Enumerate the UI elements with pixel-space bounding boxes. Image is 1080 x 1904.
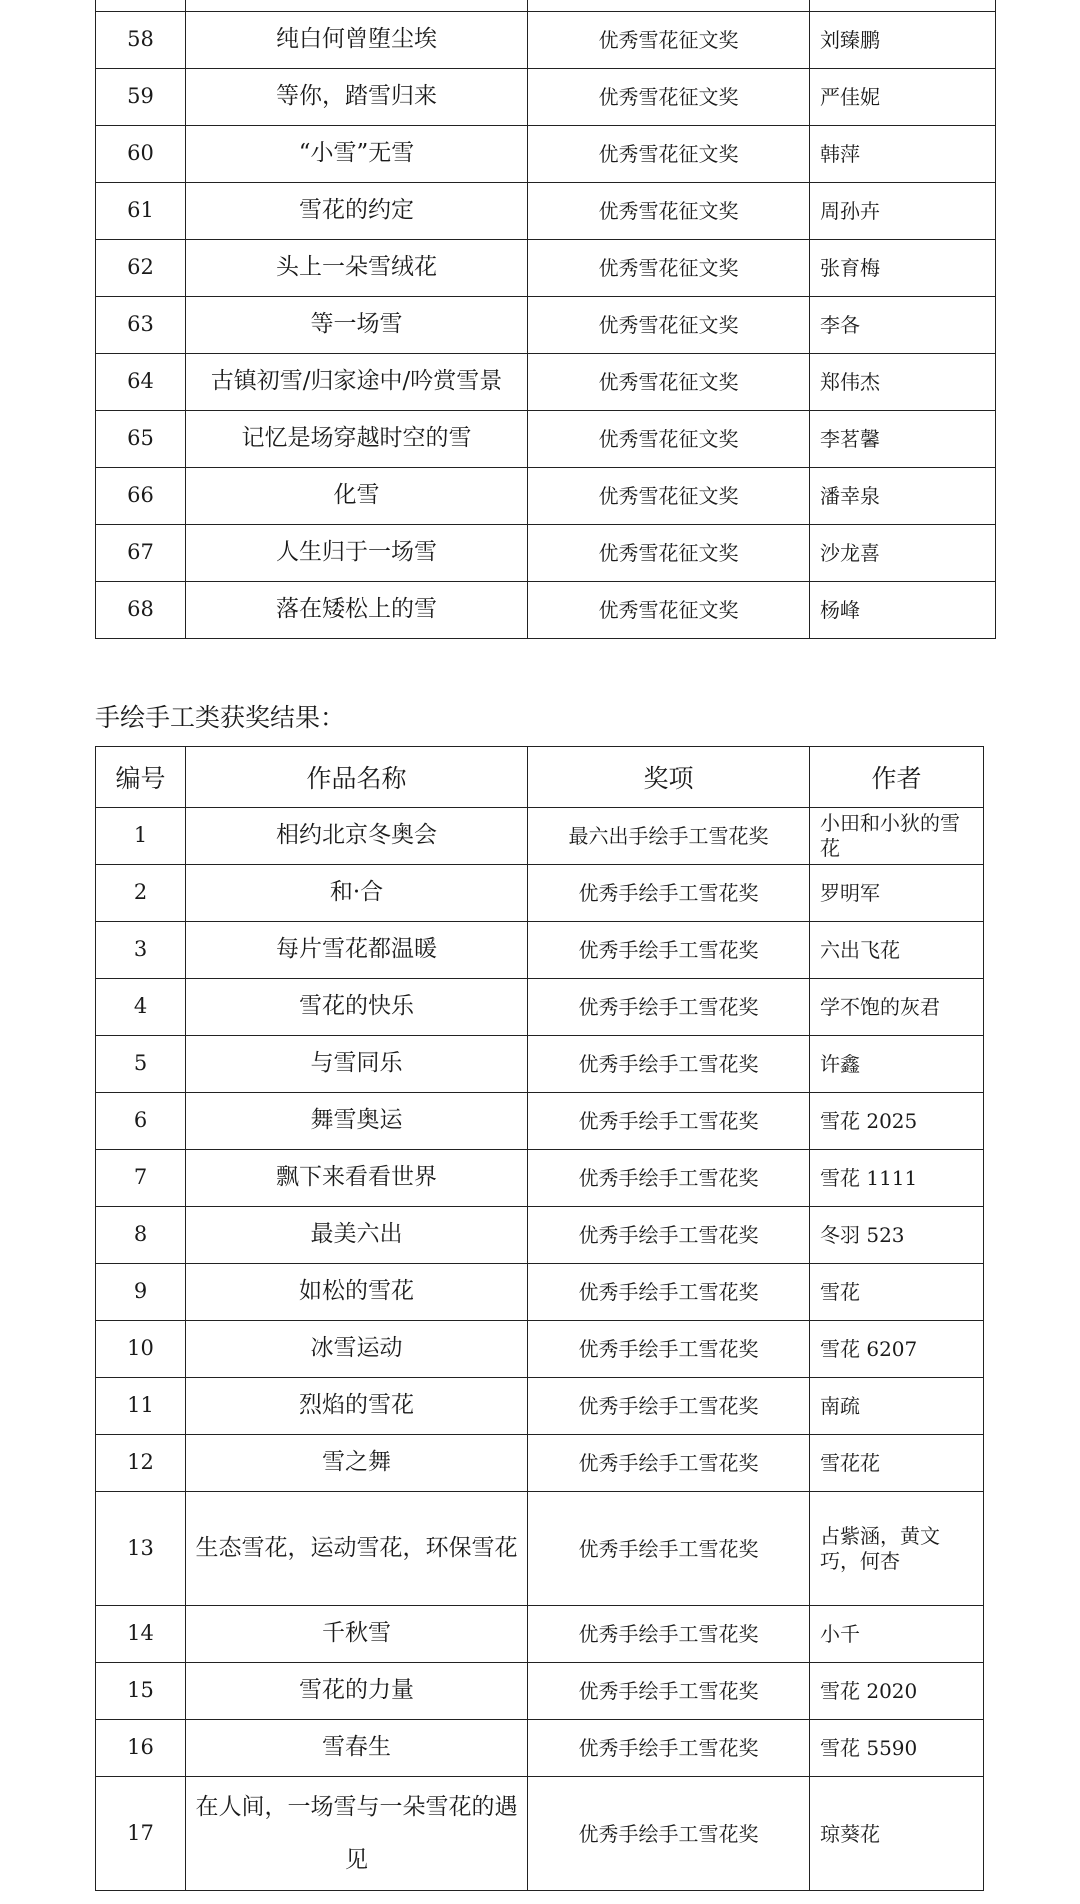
cell-award: 优秀手绘手工雪花奖 [528, 1036, 810, 1093]
cell-award: 优秀手绘手工雪花奖 [528, 979, 810, 1036]
cell-number: 58 [96, 12, 186, 69]
cell-award: 优秀手绘手工雪花奖 [528, 1492, 810, 1606]
cell-award: 优秀手绘手工雪花奖 [528, 1663, 810, 1720]
cell-author: 琼葵花 [810, 1777, 984, 1891]
cell-number: 5 [96, 1036, 186, 1093]
cell-number: 60 [96, 126, 186, 183]
cell-award: 优秀手绘手工雪花奖 [528, 1606, 810, 1663]
cell-author: 李各 [810, 297, 996, 354]
cell-number: 67 [96, 525, 186, 582]
cell-author: 郑伟杰 [810, 354, 996, 411]
cell-title: 纯白何曾堕尘埃 [186, 12, 528, 69]
cell-title: 落在矮松上的雪 [186, 582, 528, 639]
table-row [96, 183, 996, 240]
cell-title: “小雪”无雪 [186, 126, 528, 183]
cell-author [810, 0, 996, 12]
cell-award: 优秀手绘手工雪花奖 [528, 1264, 810, 1321]
handcraft-award-table [95, 746, 984, 1891]
cell-author: 沙龙喜 [810, 525, 996, 582]
cell-award: 优秀雪花征文奖 [528, 468, 810, 525]
cell-author: 六出飞花 [810, 922, 984, 979]
cell-number: 62 [96, 240, 186, 297]
header-number: 编号 [96, 747, 186, 808]
cell-title: 雪之舞 [186, 1435, 528, 1492]
cell-award: 优秀手绘手工雪花奖 [528, 1378, 810, 1435]
cell-number: 63 [96, 297, 186, 354]
cell-author: 严佳妮 [810, 69, 996, 126]
table-row [96, 297, 996, 354]
cell-number: 64 [96, 354, 186, 411]
table-row [96, 69, 996, 126]
cell-author: 张育梅 [810, 240, 996, 297]
cell-author: 雪花 [810, 1264, 984, 1321]
cell-number: 59 [96, 69, 186, 126]
cell-award: 优秀手绘手工雪花奖 [528, 1150, 810, 1207]
table-row [96, 1492, 984, 1606]
cell-number: 4 [96, 979, 186, 1036]
cell-award: 优秀手绘手工雪花奖 [528, 922, 810, 979]
cell-award [528, 0, 810, 12]
cell-title: 千秋雪 [186, 1606, 528, 1663]
cell-award: 优秀雪花征文奖 [528, 183, 810, 240]
table-row [96, 1777, 984, 1891]
cell-number: 3 [96, 922, 186, 979]
cell-title: 飘下来看看世界 [186, 1150, 528, 1207]
table-row [96, 1264, 984, 1321]
cell-title: 每片雪花都温暖 [186, 922, 528, 979]
cell-award: 优秀手绘手工雪花奖 [528, 1093, 810, 1150]
table-row [96, 1606, 984, 1663]
cell-author: 罗明军 [810, 865, 984, 922]
cell-author: 小田和小狄的雪花 [810, 808, 984, 865]
table-row [96, 865, 984, 922]
cell-author: 小千 [810, 1606, 984, 1663]
table-row [96, 1321, 984, 1378]
cell-title: 古镇初雪/归家途中/吟赏雪景 [186, 354, 528, 411]
cell-award: 优秀雪花征文奖 [528, 240, 810, 297]
cell-number: 68 [96, 582, 186, 639]
cell-title: 和·合 [186, 865, 528, 922]
header-title: 作品名称 [186, 747, 528, 808]
cell-number: 17 [96, 1777, 186, 1891]
cell-title: 头上一朵雪绒花 [186, 240, 528, 297]
cell-title: 冰雪运动 [186, 1321, 528, 1378]
table-row [96, 1207, 984, 1264]
cell-number: 8 [96, 1207, 186, 1264]
cell-title: 雪春生 [186, 1720, 528, 1777]
cell-number: 14 [96, 1606, 186, 1663]
cell-award: 优秀雪花征文奖 [528, 525, 810, 582]
cell-award: 优秀手绘手工雪花奖 [528, 1435, 810, 1492]
cell-number: 15 [96, 1663, 186, 1720]
cell-author: 周孙卉 [810, 183, 996, 240]
cell-author: 许鑫 [810, 1036, 984, 1093]
cell-award: 优秀雪花征文奖 [528, 354, 810, 411]
cell-author: 雪花 2025 [810, 1093, 984, 1150]
table-row [96, 1435, 984, 1492]
table-row [96, 354, 996, 411]
cell-number: 7 [96, 1150, 186, 1207]
table-row [96, 582, 996, 639]
cell-title: 雪花的快乐 [186, 979, 528, 1036]
cell-title: 烈焰的雪花 [186, 1378, 528, 1435]
table-row [96, 468, 996, 525]
table-row [96, 808, 984, 865]
cell-number: 66 [96, 468, 186, 525]
cell-title: 等一场雪 [186, 297, 528, 354]
cell-title: 舞雪奥运 [186, 1093, 528, 1150]
table-row [96, 126, 996, 183]
cell-title: 相约北京冬奥会 [186, 808, 528, 865]
cell-author: 冬羽 523 [810, 1207, 984, 1264]
table-row [96, 1036, 984, 1093]
table-row [96, 240, 996, 297]
cell-author: 雪花 1111 [810, 1150, 984, 1207]
table-row [96, 0, 996, 12]
table-row [96, 1150, 984, 1207]
cell-award: 最六出手绘手工雪花奖 [528, 808, 810, 865]
cell-award: 优秀雪花征文奖 [528, 12, 810, 69]
cell-number: 61 [96, 183, 186, 240]
table-row [96, 411, 996, 468]
cell-title: 记忆是场穿越时空的雪 [186, 411, 528, 468]
cell-number [96, 0, 186, 12]
cell-award: 优秀雪花征文奖 [528, 126, 810, 183]
table-row [96, 12, 996, 69]
cell-title: 雪花的约定 [186, 183, 528, 240]
cell-award: 优秀雪花征文奖 [528, 69, 810, 126]
cell-author: 韩萍 [810, 126, 996, 183]
cell-title: 最美六出 [186, 1207, 528, 1264]
cell-award: 优秀雪花征文奖 [528, 297, 810, 354]
cell-author: 学不饱的灰君 [810, 979, 984, 1036]
table-row [96, 1093, 984, 1150]
cell-author: 杨峰 [810, 582, 996, 639]
table-row [96, 922, 984, 979]
cell-award: 优秀手绘手工雪花奖 [528, 1720, 810, 1777]
cell-award: 优秀手绘手工雪花奖 [528, 1321, 810, 1378]
cell-number: 9 [96, 1264, 186, 1321]
cell-award: 优秀雪花征文奖 [528, 582, 810, 639]
cell-number: 16 [96, 1720, 186, 1777]
cell-author: 雪花花 [810, 1435, 984, 1492]
cell-author: 南疏 [810, 1378, 984, 1435]
cell-award: 优秀手绘手工雪花奖 [528, 865, 810, 922]
cell-award: 优秀雪花征文奖 [528, 411, 810, 468]
table-row [96, 979, 984, 1036]
cell-title: 等你，踏雪归来 [186, 69, 528, 126]
cell-title: 如松的雪花 [186, 1264, 528, 1321]
table-row [96, 1720, 984, 1777]
table-row [96, 525, 996, 582]
cell-award: 优秀手绘手工雪花奖 [528, 1777, 810, 1891]
cell-title: 生态雪花，运动雪花，环保雪花 [186, 1492, 528, 1606]
cell-number: 11 [96, 1378, 186, 1435]
cell-title: 人生归于一场雪 [186, 525, 528, 582]
cell-author: 雪花 5590 [810, 1720, 984, 1777]
table-header-row [96, 747, 984, 808]
cell-title [186, 0, 528, 12]
cell-title: 雪花的力量 [186, 1663, 528, 1720]
cell-number: 2 [96, 865, 186, 922]
essay-award-table [95, 0, 996, 639]
cell-title: 化雪 [186, 468, 528, 525]
cell-author: 雪花 6207 [810, 1321, 984, 1378]
header-author: 作者 [810, 747, 984, 808]
header-award: 奖项 [528, 747, 810, 808]
cell-award: 优秀手绘手工雪花奖 [528, 1207, 810, 1264]
cell-author: 雪花 2020 [810, 1663, 984, 1720]
handcraft-section-heading: 手绘手工类获奖结果： [95, 703, 346, 732]
table-row [96, 1663, 984, 1720]
cell-title: 与雪同乐 [186, 1036, 528, 1093]
cell-number: 6 [96, 1093, 186, 1150]
cell-number: 12 [96, 1435, 186, 1492]
table-row [96, 1378, 984, 1435]
cell-number: 1 [96, 808, 186, 865]
cell-number: 13 [96, 1492, 186, 1606]
cell-number: 10 [96, 1321, 186, 1378]
cell-number: 65 [96, 411, 186, 468]
cell-author: 潘幸泉 [810, 468, 996, 525]
cell-title: 在人间，一场雪与一朵雪花的遇见 [186, 1777, 528, 1891]
cell-author: 刘臻鹏 [810, 12, 996, 69]
cell-author: 占紫涵，黄文巧，何杏 [810, 1492, 984, 1606]
cell-author: 李茗馨 [810, 411, 996, 468]
